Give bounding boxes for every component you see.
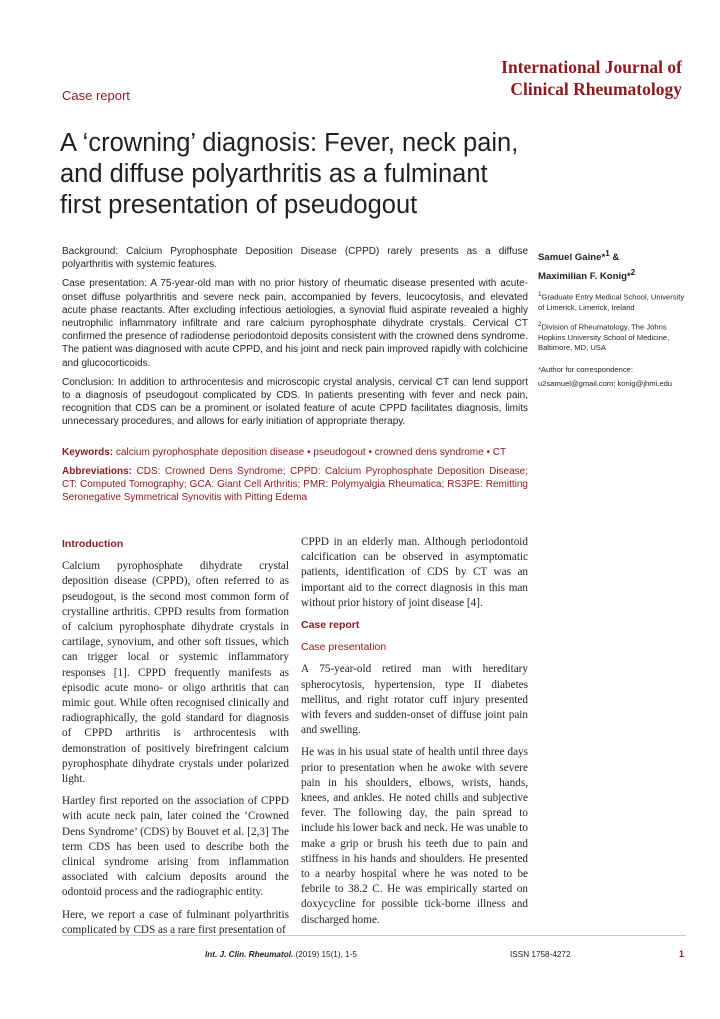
affiliation-2: [538, 320, 688, 354]
keywords: [62, 446, 528, 459]
introduction-paragraph-3: Here, we report a case of fulminant polyarthritis complicated by CDS as a rare first presentation of: [62, 908, 289, 936]
footer-issn: ISSN 1758-4272: [510, 950, 571, 959]
footer-journal-abbrev: Int. J. Clin. Rheumatol.: [205, 950, 294, 959]
author-list: [538, 246, 688, 284]
article-type-label: Case report: [62, 88, 130, 103]
introduction-heading: Introduction: [62, 538, 124, 550]
keywords-label: Keywords:: [62, 447, 114, 458]
author-2-affiliation-mark: 2: [630, 268, 636, 278]
keywords-text: calcium pyrophosphate deposition disease • pseudogout • crowned dens syndrome • CT: [115, 447, 507, 458]
abbreviations-text: CDS: Crowned Dens Syndrome; CPPD: Calcium Pyrophosphate Deposition Disease; CT: Computed Tomography; GCA: Giant Cell Arthritis; PMR: Polymyalgia Rheumatica; RS3PE: Remitting Seronegative Symmetrical Synovitis with Pitting Edema: [62, 466, 528, 504]
footer-citation-details: (2019) 15(1), 1-5: [293, 950, 357, 959]
author-1-affiliation-mark: 1: [605, 249, 610, 258]
abstract-case-presentation: Case presentation: A 75-year-old man with no prior history of rheumatic disease presented with acute-onset diffuse polyarthritis and severe neck pain, accompanied by fevers, leucocytosis, and elevated acute phase reactants. After excluding infectious aetiologies, a synovial fluid aspirate revealed a highly neutrophilic inflammatory infiltrate and rare calcium pyrophosphate dihydrate crystals. Cervical CT confirmed the presence of radiodense periodontoid deposits consistent with the crowned dens syndrome. The patient was diagnosed with acute CPPD, and his joint and neck pain improved rapidly with colchicine and glucocorticoids.: [62, 278, 528, 369]
author-1-name: Samuel Gaine*: [538, 252, 606, 264]
author-separator: &: [609, 252, 620, 264]
footer-citation: [205, 950, 357, 959]
author-2: [538, 265, 688, 284]
journal-name: [501, 56, 682, 100]
case-paragraph-1: A 75-year-old retired man with hereditary spherocytosis, hypertension, type II diabetes mellitus, and right rotator cuff injury presented with fevers and sudden-onset of diffuse joint pain and swelling.: [301, 663, 528, 737]
correspondence-label: *Author for correspondence:: [538, 365, 633, 375]
abstract-conclusion: Conclusion: In addition to arthrocentesis and microscopic crystal analysis, cervical CT can lend support to a diagnosis of pseudogout complicated by CDS. In patients presenting with fever and neck pain, recognition that CDS can be a prominent or isolated feature of acute CPPD facilitates diagnosis, limits unnecessary procedures, and allows for early initiation of appropriate therapy.: [62, 376, 528, 428]
affiliation-1: [538, 290, 688, 313]
abstract-background: Background: Calcium Pyrophosphate Deposition Disease (CPPD) rarely presents as a diffuse polyarthritis with systemic features.: [62, 246, 528, 271]
article-title: A ‘crowning’ diagnosis: Fever, neck pain, and diffuse polyarthritis as a fulminant first presentation of pseudogout: [60, 129, 519, 219]
introduction-paragraph-1: Calcium pyrophosphate dihydrate crystal deposition disease (CPPD), often referred to as pseudogout, is the second most common form of crystalline arthritis. CPPD results from formation of calcium pyrophosphate dihydrate crystals in cartilage, synovium, and other soft tissues, which can trigger local or systemic inflammatory responses [1]. CPPD frequently manifests as episodic acute mono- or oligo arthritis that can mimic gout. While often recognised clinically and radiographically, the gold standard for diagnosis of CPPD arthritis is arthrocentesis with demonstration of positively birefringent calcium pyrophosphate dihydrate crystals under polarized light.: [62, 560, 289, 786]
journal-name-line2: Clinical Rheumatology: [510, 79, 682, 99]
abbreviations: [62, 465, 528, 505]
correspondence-emails[interactable]: u2samuel@gmail.com; konig@jhmi.edu: [538, 378, 673, 388]
author-1: [538, 246, 688, 265]
affiliation-1-text: Graduate Entry Medical School, University of Limerick, Limerick, Ireland: [538, 292, 685, 313]
introduction-paragraph-3-continued: CPPD in an elderly man. Although periodontoid calcification can be observed in asymptomatic patients, identification of CDS by CT was an important aid to the correct diagnosis in this man without prior history of joint disease [4].: [301, 536, 528, 609]
introduction-paragraph-2: Hartley first reported on the association of CPPD with acute neck pain, later coined the ‘Crowned Dens Syndrome’ (CDS) by Bouvet et al. [2,3] The term CDS has been used to describe both the clinical syndrome arising from inflammation associated with calcium deposits around the odontoid process and the radiographic entity.: [62, 795, 289, 899]
author-info: [538, 246, 688, 389]
case-presentation-subheading: Case presentation: [301, 641, 387, 654]
case-report-heading: Case report: [301, 619, 360, 632]
affiliation-1-mark: 1: [538, 291, 542, 299]
body-column-left: [62, 535, 289, 945]
page-number: 1: [679, 949, 685, 959]
body-column-right: [301, 535, 528, 935]
case-paragraph-2: He was in his usual state of health until three days prior to presentation when he awoke with severe pain in his shoulders, elbows, wrists, hands, knees, and ankles. He noted chills and subjective fever. The following day, the pain spread to include his lower back and neck. He was unable to make a grip or brush his teeth due to pain and stiffness in his hands and shoulders. He presented to a nearby hospital where he was noted to be febrile to 38.2 C. He was empirically started on doxycycline for possible tick-borne illness and discharged home.: [301, 746, 528, 926]
abstract: [62, 245, 528, 435]
affiliation-2-mark: 2: [538, 320, 542, 328]
journal-name-line1: International Journal of: [501, 57, 682, 77]
author-2-name: Maximilian F. Konig*: [538, 271, 631, 283]
footer-divider: [62, 935, 686, 936]
abbreviations-label: Abbreviations:: [62, 466, 133, 477]
affiliation-2-text: Division of Rheumatology, The Johns Hopkins University School of Medicine, Baltimore, MD, USA: [538, 322, 670, 353]
